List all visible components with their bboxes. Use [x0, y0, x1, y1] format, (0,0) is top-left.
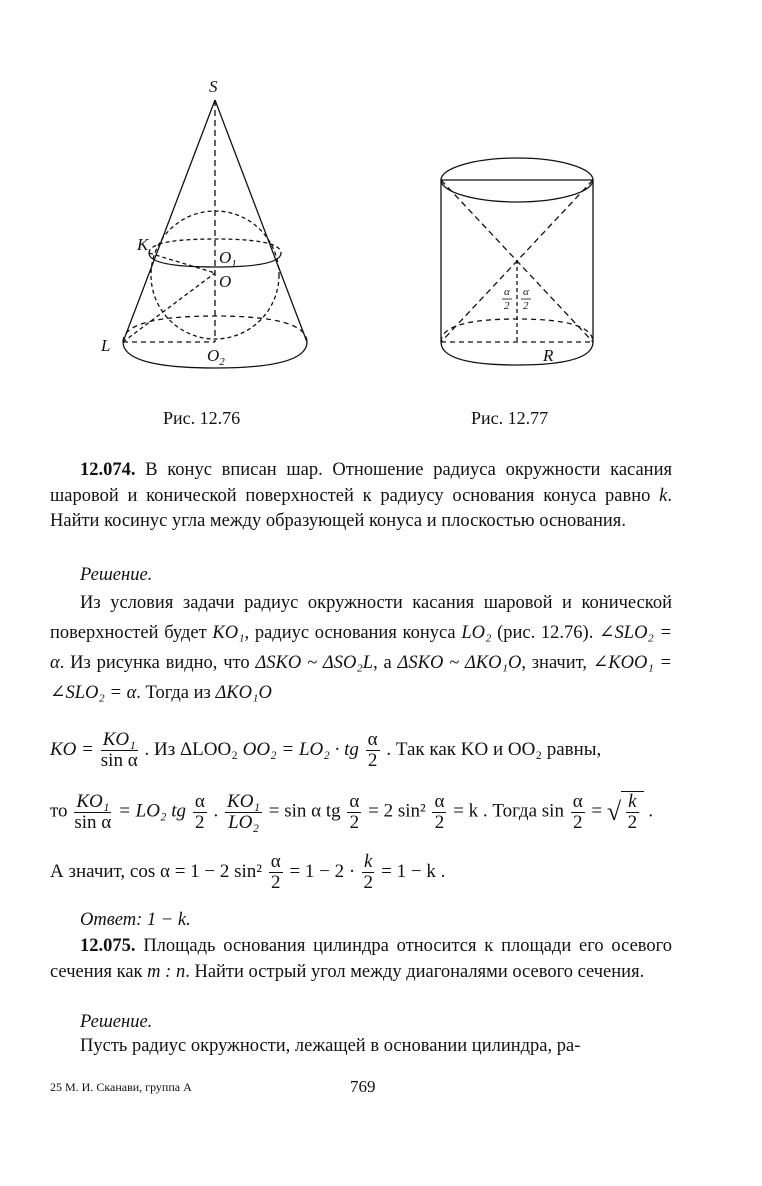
figure-12-76	[95, 75, 325, 370]
solution-label-074: Решение.	[80, 565, 153, 585]
half-angle-left-den: 2	[504, 300, 510, 312]
equation-2: то $\frac{\text{KO₁}}{\text{sin α}}$ = LO₂ tg $\frac{\alpha}{2}$ . $\frac{\text{KO₁}}{\text{LO₂}}$ = sin α tg $\frac{\alpha}{2}$ = 2 sin² $\frac{\alpha}{2}$ = k . Тогда sin $\frac{\alpha}{2}$ = √ $\frac{k}{2}$ .	[50, 790, 654, 833]
cone-left-generatrix	[123, 100, 215, 342]
label-O: O	[219, 272, 232, 291]
footer-signature: 25 М. И. Сканави, группа А	[50, 1080, 192, 1094]
page-number: 769	[350, 1077, 376, 1096]
half-angle-right-den: 2	[523, 300, 529, 312]
solution-074-text: Из условия задачи радиус окружности касания шаровой и конической поверхностей будет KO₁, радиус основания конуса LO₂ (рис. 12.76). ∠SLO₂ = α. Из рисунка видно, что ΔSKO ~ ΔSO₂L, а ΔSKO ~ ΔKO₁O, значит, ∠KOO₁ = ∠SLO₂ = α. Тогда из ΔKO₁O	[50, 593, 673, 703]
answer-074: Ответ: 1 − k.	[80, 910, 191, 930]
label-K: K	[137, 235, 149, 254]
caption-12-77: Рис. 12.77	[471, 408, 549, 428]
half-angle-left-num: α	[504, 286, 510, 298]
equation-1: KO = $\frac{\text{KO₁}}{\text{sin α}}$ . Из ΔLOO₂ OO₂ = LO₂ · tg $\frac{\alpha}{2}$ . Так как KO и OO₂ равны,	[50, 729, 602, 771]
cone-base-back	[123, 316, 307, 342]
label-O2: $O_2$	[207, 346, 225, 368]
solution-075-text: Пусть радиус окружности, лежащей в основании цилиндра, ра-	[80, 1036, 581, 1056]
half-angle-right-num: α	[523, 286, 529, 298]
label-S: S	[209, 77, 218, 96]
problem-number: 12.074.	[80, 460, 136, 480]
figure-12-77	[430, 150, 605, 375]
cylinder-bottom-front	[441, 342, 593, 365]
radius-KO	[149, 253, 215, 273]
problem-12-074-statement: 12.074. В конус вписан шар. Отношение радиуса окружности касания шаровой и конической поверхностей к радиусу основания конуса равно k. Найти косинус угла между образующей конуса и плоскостью основания.	[50, 460, 673, 531]
equation-3: А значит, cos α = 1 − 2 sin² $\frac{\alpha}{2}$ = 1 − 2 · $\frac{k}{2}$ = 1 − k .	[50, 851, 446, 893]
problem-12-075-statement: 12.075. Площадь основания цилиндра относится к площади его осевого сечения как m : n. Найти острый угол между диагоналями осевого сечения.	[50, 936, 673, 982]
label-O1: $O_1$	[219, 248, 237, 270]
label-R: R	[543, 346, 554, 365]
cone-right-generatrix	[215, 100, 307, 342]
solution-label-075: Решение.	[80, 1012, 153, 1032]
caption-12-76: Рис. 12.76	[163, 408, 241, 428]
label-L: L	[101, 336, 111, 355]
